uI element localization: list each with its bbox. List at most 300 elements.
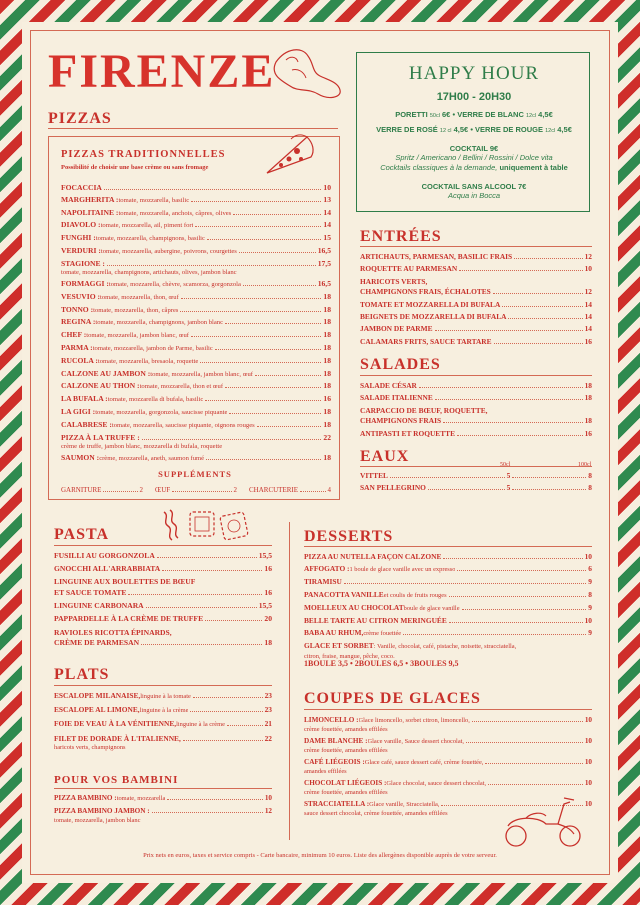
item-name: FUNGHI :: [61, 233, 96, 243]
item-name: CHEF :: [61, 330, 87, 340]
item-price: 10: [584, 800, 592, 809]
item-name: LINGUINE CARBONARA: [54, 601, 144, 611]
item-name: LA BUFALA :: [61, 394, 108, 404]
item-name: NAPOLITAINE :: [61, 207, 119, 217]
item-name: FORMAGGI :: [61, 279, 109, 289]
item-name: JAMBON DE PARME: [360, 324, 433, 334]
dot-leader: [462, 609, 587, 610]
menu-item: [61, 258, 331, 278]
item-name: SALADE CÉSAR: [360, 381, 417, 390]
item-description: linguine à la tomate: [140, 693, 191, 700]
item-name: FOIE DE VEAU À LA VÉNITIENNE,: [54, 719, 177, 729]
dot-leader: [508, 318, 582, 319]
menu-item: [304, 616, 592, 627]
supplement-item: [155, 485, 237, 496]
item-name: TIRAMISU: [304, 577, 342, 587]
dot-leader: [141, 644, 262, 645]
menu-item: [61, 291, 331, 303]
item-name-line2: CRÈME DE PARMESAN: [54, 638, 140, 648]
item-name: AFFOGATO :: [304, 564, 350, 574]
item-price: 8: [588, 589, 592, 599]
menu-item: [61, 316, 331, 328]
cocktail-note: Cocktails classiques à la demande, uniquement à table: [380, 163, 568, 172]
dot-leader: [225, 387, 321, 388]
item-price: 22: [323, 432, 331, 442]
item-price: 18: [323, 381, 331, 391]
verre-rouge-vol: 12cl: [545, 128, 556, 134]
item-price: 16,5: [317, 245, 331, 255]
water-price-50cl: 5: [506, 483, 511, 492]
dot-leader: [205, 400, 321, 401]
item-price: 14: [584, 324, 592, 334]
item-price: 10: [584, 552, 592, 561]
item-description-line2: citron, fraise, mangue, pêche, coco.: [304, 652, 395, 660]
menu-item: [61, 342, 331, 354]
item-name: VESUVIO :: [61, 291, 101, 301]
plats-list: [54, 691, 272, 755]
pasta-underline: [54, 545, 272, 546]
item-price: 17,5: [317, 258, 331, 268]
menu-item: [360, 393, 592, 403]
salades-underline: [360, 375, 592, 376]
item-name: RAVIOLES RICOTTA ÉPINARDS,: [54, 627, 172, 637]
item-description: tomate, mozzarella, jambon blanc, œuf: [150, 370, 253, 378]
poretti-label: PORETTI: [395, 110, 428, 119]
menu-item: [360, 337, 592, 347]
dot-leader: [207, 239, 321, 240]
menu-item: [54, 564, 272, 575]
menu-item: [61, 406, 331, 418]
item-price: 16: [264, 587, 272, 597]
menu-item: [61, 207, 331, 219]
supplement-name: ŒUF: [155, 486, 171, 494]
item-description: 1 boule de glace vanille avec un expresso: [349, 566, 456, 574]
dot-leader: [243, 285, 316, 286]
dot-leader: [225, 323, 321, 324]
verre-rose-label: VERRE DE ROSÉ: [376, 125, 438, 134]
menu-item: [61, 182, 331, 193]
footer-note: Prix nets en euros, taxes et service compris - Carte bancaire, minimum 10 euros. Liste des allergènes disponible auprès de votre serveur.: [143, 852, 497, 859]
menu-item: [61, 419, 331, 431]
poretti-price: 6€: [442, 110, 451, 119]
dot-leader: [449, 622, 583, 623]
item-description-line2: crème fouettée, amandes effilées: [304, 726, 388, 733]
menu-item: [61, 329, 331, 341]
item-description: tomate, mozzarella: [116, 795, 166, 802]
item-description: tomate, mozzarella, champignons, basilic: [95, 235, 205, 243]
item-price: 9: [588, 602, 592, 612]
pizzas-list: [61, 182, 331, 465]
dot-leader: [459, 270, 582, 271]
happy-hour-line-1: PORETTI 50cl 6€ • VERRE DE BLANC 12cl 4,5€: [395, 110, 553, 119]
nonalc-title: COCKTAIL SANS ALCOOL 7€: [421, 182, 527, 191]
item-name: BEIGNETS DE MOZZARELLA DI BUFALA: [360, 312, 507, 322]
menu-item: [61, 432, 331, 452]
dot-leader: [191, 201, 321, 202]
dot-leader: [390, 477, 505, 478]
item-price: 18: [584, 381, 592, 390]
dot-leader: [142, 439, 322, 440]
item-price: 12: [264, 807, 272, 816]
item-name: SAUMON :: [61, 452, 100, 462]
item-name: LIMONCELLO :: [304, 716, 359, 724]
menu-item: [54, 719, 272, 731]
dot-leader: [449, 596, 587, 597]
dot-leader: [257, 426, 322, 427]
dot-leader: [512, 489, 586, 490]
item-description-line2: amandes effilées: [304, 768, 347, 776]
item-name: PIZZA BAMBINO :: [54, 794, 117, 802]
item-name: CALABRESE :: [61, 419, 112, 429]
eaux-col-50cl: 50cl: [500, 462, 511, 468]
dot-leader: [457, 435, 583, 436]
poretti-vol: 50cl: [429, 113, 440, 119]
dot-leader: [215, 349, 322, 350]
menu-item: [61, 380, 331, 392]
happy-hour-line-2: VERRE DE ROSÉ 12 cl 4,5€ • VERRE DE ROUGE 12cl 4,5€: [376, 125, 572, 134]
menu-item: [304, 552, 592, 563]
item-price: 16: [584, 336, 592, 346]
salades-heading: SALADES: [360, 356, 441, 373]
item-description: et coulis de fruits rouges: [383, 591, 447, 599]
happy-hour-time: 17H00 - 20H30: [436, 91, 512, 103]
item-name: RUCOLA :: [61, 355, 98, 365]
item-price: 18: [584, 393, 592, 403]
dot-leader: [457, 570, 586, 571]
item-description: tomate, mozzarella, champignons, jambon blanc: [95, 319, 224, 327]
verre-blanc-price: 4,5€: [538, 110, 553, 119]
plats-heading: PLATS: [54, 666, 110, 683]
item-description: tomate, mozzarella, thon et œuf: [139, 383, 224, 391]
verre-rouge-price: 4,5€: [557, 125, 572, 134]
menu-item: [304, 564, 592, 576]
item-description: tomate, mozzarella, saucisse piquante, oignons rouges: [111, 421, 255, 429]
item-name: PARMA :: [61, 343, 93, 353]
menu-item: [61, 368, 331, 380]
water-price-100cl: 8: [588, 483, 592, 492]
dot-leader: [488, 784, 583, 785]
dot-leader: [181, 298, 322, 299]
menu-item: [304, 590, 592, 602]
dot-leader: [103, 491, 137, 492]
dot-leader: [485, 763, 582, 764]
item-name: PIZZA À LA TRUFFE :: [61, 432, 140, 442]
item-price: 18: [323, 419, 331, 429]
item-price: 10: [323, 183, 331, 192]
dot-leader: [191, 336, 321, 337]
pasta-list: [54, 551, 272, 651]
eaux-col-100cl: 100cl: [578, 462, 592, 468]
item-name: SALADE ITALIENNE: [360, 393, 433, 403]
item-description: Glace café, sauce dessert café, crème fouettée,: [364, 759, 484, 767]
menu-item: [54, 628, 272, 649]
item-name: DAME BLANCHE :: [304, 737, 368, 746]
menu-item: [54, 551, 272, 562]
item-description: linguine à la crème: [176, 721, 225, 729]
water-price-100cl: 8: [588, 471, 592, 480]
menu-item: [54, 806, 272, 825]
item-price: 18: [323, 317, 331, 327]
dot-leader: [172, 491, 231, 492]
dot-leader: [152, 812, 263, 813]
item-description: Glace vanille, Stracciatella,: [369, 801, 440, 809]
dot-leader: [229, 413, 321, 414]
item-price: 23: [264, 705, 272, 715]
dot-leader: [206, 459, 321, 460]
item-name: CALAMARS FRITS, SAUCE TARTARE: [360, 336, 492, 346]
dot-leader: [195, 226, 321, 227]
item-description: tomate, mozzarella, thon, câpres: [93, 306, 179, 314]
water-item: [360, 470, 592, 482]
item-price: 22: [264, 733, 272, 743]
supplement-price: 4: [327, 486, 331, 494]
dot-leader: [435, 330, 583, 331]
dot-leader: [193, 697, 263, 698]
item-name: ESCALOPE MILANAISE,: [54, 691, 141, 700]
dot-leader: [443, 422, 583, 423]
menu-item: [304, 736, 592, 756]
verre-rose-vol: 12 cl: [439, 128, 452, 134]
supplement-price: 2: [233, 486, 237, 494]
item-name: FUSILLI AU GORGONZOLA: [54, 551, 155, 560]
item-price: 9: [588, 577, 592, 587]
item-price: 16: [264, 564, 272, 574]
item-name: LA GIGI :: [61, 407, 96, 417]
supplements-heading: SUPPLÉMENTS: [158, 469, 232, 479]
water-item: [360, 482, 592, 494]
water-name: SAN PELLEGRINO: [360, 483, 426, 492]
item-name: CHOCOLAT LIÉGEOIS :: [304, 779, 387, 788]
menu-item: [61, 278, 331, 290]
item-name: FILET DE DORADE À L'ITALIENNE,: [54, 733, 181, 743]
item-name: REGINA :: [61, 317, 96, 327]
item-price: 10: [584, 615, 592, 625]
eaux-heading: EAUX: [360, 448, 410, 465]
entrees-underline: [360, 246, 592, 247]
menu-item: [61, 232, 331, 244]
dot-leader: [128, 594, 262, 595]
item-description: crème, mozzarella, aneth, saumon fumé: [99, 454, 205, 462]
dot-leader: [403, 634, 586, 635]
item-description: tomate, mozzarella, chèvre, scamorza, gorgonzola: [108, 281, 241, 289]
item-description-line2: crème fouettée, amandes effilées: [304, 747, 388, 755]
menu-item: [304, 715, 592, 735]
hand-gesture-icon: [268, 42, 344, 102]
happy-hour-box: [356, 52, 590, 212]
item-description: tomate, mozzarella, basilic: [118, 196, 190, 204]
dot-leader: [472, 721, 583, 722]
pizzas-base-note: Possibilité de choisir une base crème ou sans fromage: [61, 164, 209, 171]
item-price: 12: [584, 252, 592, 261]
item-price: 18: [323, 368, 331, 378]
item-description-line2: haricots verts, champignons: [54, 744, 126, 752]
desserts-heading: DESSERTS: [304, 528, 394, 545]
item-description: boule de glace vanille: [403, 604, 460, 612]
column-divider: [289, 522, 290, 840]
item-description: Glace limoncello, sorbet citron, limoncello,: [358, 717, 470, 724]
item-name: CARPACCIO DE BŒUF, ROQUETTE,: [360, 405, 488, 415]
item-description: tomate, mozzarella, anchois, câpres, olives: [118, 209, 232, 217]
dot-leader: [205, 620, 262, 621]
water-name: VITTEL: [360, 471, 388, 480]
item-description-line2: crème fouettée, amandes effilées: [304, 789, 388, 797]
item-name: CAFÉ LIÉGEOIS :: [304, 758, 365, 767]
supplements-row: [61, 485, 331, 496]
item-name: FOCACCIA: [61, 183, 102, 192]
dot-leader: [494, 343, 583, 344]
item-price: 18: [323, 330, 331, 340]
item-name: CALZONE AU JAMBON :: [61, 368, 151, 378]
menu-item: [61, 304, 331, 316]
item-name: ROQUETTE AU PARMESAN: [360, 264, 458, 274]
item-name: GLACE ET SORBET: [304, 641, 374, 651]
cocktail-list: Spritz / Americano / Bellini / Rossini / Dolce vita: [395, 153, 553, 162]
item-description-line2: sauce dessert chocolat, crème fouettée, amandes effilées: [304, 810, 448, 818]
item-price: 18: [323, 355, 331, 365]
item-name-line2: CHAMPIGNONS FRAIS, ÉCHALOTES: [360, 287, 491, 297]
bambini-list: [54, 793, 272, 827]
item-price: 16: [323, 394, 331, 404]
menu-item: [61, 452, 331, 464]
supplement-item: [249, 485, 331, 496]
dot-leader: [107, 265, 316, 266]
dot-leader: [428, 489, 505, 490]
coupes-underline: [304, 709, 592, 710]
item-description: tomate, mozzarella, gorgonzola, saucisse piquante: [95, 409, 228, 417]
menu-item: [360, 252, 592, 262]
menu-item: [360, 264, 592, 274]
menu-item: [61, 194, 331, 206]
item-name: LINGUINE AUX BOULETTES DE BŒUF: [54, 577, 196, 587]
item-description-line2: tomate, mozzarella, champignons, artichauts, olives, jambon blanc: [61, 268, 237, 276]
dot-leader: [502, 306, 582, 307]
dot-leader: [167, 799, 262, 800]
dot-leader: [512, 477, 586, 478]
item-price: 14: [584, 312, 592, 322]
item-price: 10: [584, 779, 592, 788]
item-price: 10: [584, 737, 592, 746]
dot-leader: [300, 491, 326, 492]
menu-item: [61, 393, 331, 405]
item-price: 10: [264, 794, 272, 802]
item-name: PIZZA AU NUTELLA FAÇON CALZONE: [304, 552, 442, 561]
pizzas-traditionnelles-heading: PIZZAS TRADITIONNELLES: [61, 149, 226, 160]
item-name: VERDURI :: [61, 245, 101, 255]
dot-leader: [466, 742, 583, 743]
item-price: 6: [588, 564, 592, 574]
dot-leader: [233, 214, 321, 215]
item-price: 18: [323, 452, 331, 462]
menu-item: [54, 614, 272, 625]
menu-item: [304, 757, 592, 777]
item-price: 18: [584, 416, 592, 426]
verre-blanc-vol: 12cl: [525, 113, 537, 119]
item-description: crème fouettée: [363, 630, 402, 638]
menu-item: [54, 793, 272, 804]
menu-item: [360, 324, 592, 334]
dot-leader: [227, 725, 263, 726]
menu-item: [61, 245, 331, 257]
dot-leader: [146, 607, 257, 608]
item-description: tomate, mozzarella, aubergine, poivrons, courgettes: [100, 247, 237, 255]
pasta-icon: [158, 506, 258, 542]
dot-leader: [435, 399, 583, 400]
menu-item: [360, 381, 592, 391]
dot-leader: [104, 189, 321, 190]
item-price: 10: [584, 758, 592, 767]
menu-item: [61, 219, 331, 231]
salades-list: [360, 381, 592, 441]
nonalc-list: Acqua in Bocca: [447, 191, 501, 200]
item-name: ESCALOPE AL LIMONE,: [54, 705, 140, 715]
item-description: Glace vanille, Sauce dessert chocolat,: [367, 738, 465, 746]
item-price: 18: [323, 407, 331, 417]
water-price-50cl: 5: [506, 471, 511, 480]
menu-item: [360, 406, 592, 427]
item-price: 16: [584, 428, 592, 438]
dot-leader: [190, 711, 262, 712]
pizzas-heading-underline: [48, 128, 338, 129]
dot-leader: [162, 570, 262, 571]
item-price: 9: [588, 628, 592, 638]
item-price: 18: [264, 638, 272, 648]
restaurant-title: FIRENZE: [48, 45, 276, 98]
item-description: tomate, mozzarella, jambon de Parme, basilic: [92, 345, 213, 353]
entrees-heading: ENTRÉES: [360, 228, 442, 245]
item-price: 10: [584, 716, 592, 724]
desserts-list: [304, 552, 592, 663]
item-price: 23: [264, 691, 272, 700]
cocktail-title: COCKTAIL 9€: [449, 144, 499, 153]
dot-leader: [344, 583, 587, 584]
supplement-price: 2: [139, 486, 143, 494]
item-name: STRACCIATELLA :: [304, 800, 370, 809]
coupes-heading: COUPES DE GLACES: [304, 690, 481, 707]
menu-item: [54, 577, 272, 598]
menu-item: [61, 355, 331, 367]
item-name: ARTICHAUTS, PARMESAN, BASILIC FRAIS: [360, 252, 513, 261]
glace-boules-prices: 1BOULE 3,5 • 2BOULES 6,5 • 3BOULES 9,5: [304, 659, 459, 668]
dot-leader: [180, 311, 321, 312]
verre-rose-price: 4,5€: [453, 125, 469, 134]
item-price: 16,5: [317, 279, 331, 289]
item-price: 12: [584, 287, 592, 297]
menu-item: [304, 628, 592, 640]
verre-rouge-label: VERRE DE ROUGE: [475, 125, 543, 134]
item-name: BABA AU RHUM,: [304, 628, 364, 638]
pizza-slice-icon: [261, 131, 321, 179]
item-price: 15: [323, 233, 331, 243]
item-price: 14: [323, 207, 331, 217]
item-description: : Vanille, chocolat, café, pistache, noisette, stracciatella,: [373, 643, 517, 651]
dot-leader: [200, 362, 321, 363]
item-description-line2: tomate, mozzarella, jambon blanc: [54, 816, 141, 824]
item-name: HARICOTS VERTS,: [360, 276, 428, 286]
bambini-underline: [54, 788, 272, 789]
item-price: 15,5: [258, 551, 272, 560]
dot-leader: [514, 258, 582, 259]
item-name: ANTIPASTI ET ROQUETTE: [360, 428, 456, 438]
dot-leader: [443, 558, 582, 559]
plats-underline: [54, 685, 272, 686]
item-name-line2: CHAMPIGNONS FRAIS: [360, 416, 442, 426]
item-price: 21: [264, 719, 272, 729]
item-name: PIZZA BAMBINO JAMBON :: [54, 807, 150, 816]
pasta-heading: PASTA: [54, 526, 110, 543]
supplement-name: GARNITURE: [61, 486, 102, 494]
item-name: STAGIONE :: [61, 258, 105, 268]
item-description: linguine à la crème: [139, 707, 189, 715]
